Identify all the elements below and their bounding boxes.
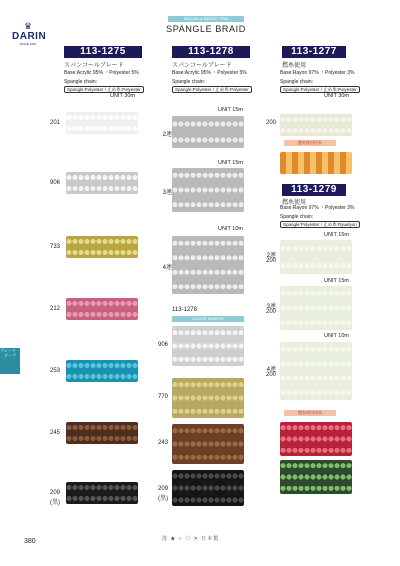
product-code-1277: 113-1277 bbox=[282, 46, 346, 58]
unit-1279-a: UNIT 15m bbox=[324, 232, 349, 238]
swatch-1275-733 bbox=[66, 236, 138, 258]
product-name-1277: 撚糸使用 bbox=[282, 63, 307, 69]
unit-1278-b: UNIT 15m bbox=[218, 160, 243, 166]
product-code-1278: 113-1278 bbox=[172, 46, 250, 58]
swatch-1278-906 bbox=[172, 326, 244, 366]
row-count-label: 2連 bbox=[266, 253, 276, 259]
swatch-1279-row-4 bbox=[280, 342, 352, 400]
color-code-label: 212 bbox=[49, 306, 60, 312]
sub-code-1278: 113-1278 bbox=[172, 307, 197, 313]
swatch-1278-770 bbox=[172, 378, 244, 418]
chain-material: Spangle:Polyester / 止め糸:Polyester bbox=[280, 86, 360, 93]
row-count-label: 4連 bbox=[162, 265, 172, 271]
section-side-tab[interactable]: ブレード・テープ bbox=[0, 348, 20, 374]
color-code-sublabel: (黒) bbox=[158, 496, 168, 502]
chain-label: Spangle chain: bbox=[172, 79, 206, 85]
row-count-label: 3連 bbox=[266, 304, 276, 310]
chain-material: Spangle:Polyester / 止め糸:Polyester bbox=[172, 86, 252, 93]
page-title: SPANGLE BRAID bbox=[166, 24, 246, 34]
chain-spec-1277 bbox=[280, 79, 390, 94]
color-code-label: 209 bbox=[157, 486, 168, 492]
swatch-1279-extra-0 bbox=[280, 422, 352, 456]
swatch-1278-row-4 bbox=[172, 236, 244, 294]
color-code-label: 200 bbox=[265, 120, 276, 126]
color-code-label: 243 bbox=[157, 440, 168, 446]
product-name-1275: スパンコールブレード bbox=[64, 63, 124, 69]
color-code-label: 201 bbox=[49, 120, 60, 126]
material-1278: Base:Acrylic 95% ・Polyester 5% bbox=[172, 70, 247, 76]
chain-label: Spangle chain: bbox=[280, 79, 314, 85]
chain-spec-1275 bbox=[64, 79, 164, 94]
color-code-label: 200 bbox=[265, 258, 276, 264]
color-code-label: 200 bbox=[265, 309, 276, 315]
swatch-1275-253 bbox=[66, 360, 138, 382]
color-code-label: 245 bbox=[49, 430, 60, 436]
material-1277: Base:Rayon 97% ・Polyester 3% bbox=[280, 70, 355, 76]
material-1275: Base:Acrylic 95% ・Polyester 5% bbox=[64, 70, 139, 76]
swatch-1279-extra-1 bbox=[280, 460, 352, 494]
swatch-1275-209 bbox=[66, 482, 138, 504]
color-code-sublabel: (黒) bbox=[50, 500, 60, 506]
header-banner: SEQUIN & BEADS TRIM bbox=[168, 16, 244, 22]
row-count-label: 2連 bbox=[162, 132, 172, 138]
page-number: 380 bbox=[24, 538, 36, 545]
row-count-label: 3連 bbox=[162, 190, 172, 196]
material-1279: Base:Rayon 97% ・Polyester 3% bbox=[280, 205, 355, 211]
unit-1279-c: UNIT 10m bbox=[324, 333, 349, 339]
chain-spec-1278 bbox=[172, 79, 272, 94]
tag-1277: 撚糸使用用具 bbox=[284, 140, 336, 146]
product-name-1278: スパンコールブレード bbox=[172, 63, 232, 69]
care-symbols: 洗 ★ ○ ◇ ✕ 日本製 bbox=[162, 536, 220, 542]
product-name-1279: 撚糸使用 bbox=[282, 200, 307, 206]
product-code-1279: 113-1279 bbox=[282, 184, 346, 196]
color-code-label: 733 bbox=[49, 244, 60, 250]
swatch-1278-209 bbox=[172, 470, 244, 506]
color-code-label: 209 bbox=[49, 490, 60, 496]
brand-name: DARIN bbox=[12, 31, 47, 42]
crown-icon: ♛ bbox=[23, 21, 33, 31]
swatch-1278-row-3 bbox=[172, 168, 244, 212]
swatch-1277-orange bbox=[280, 152, 352, 174]
unit-1277: UNIT 30m bbox=[324, 93, 349, 99]
unit-1278-c: UNIT 10m bbox=[218, 226, 243, 232]
chain-material: Spangle:Polyester / 止め糸:Ryuelyon bbox=[280, 221, 360, 228]
unit-1279-b: UNIT 15m bbox=[324, 278, 349, 284]
swatch-1278-243 bbox=[172, 424, 244, 464]
swatch-1275-245 bbox=[66, 422, 138, 444]
swatch-1275-212 bbox=[66, 298, 138, 320]
color-code-label: 200 bbox=[265, 372, 276, 378]
color-sample-tag: COLOR SAMPLE bbox=[172, 316, 244, 322]
unit-1275: UNIT 30m bbox=[110, 93, 135, 99]
product-code-1275: 113-1275 bbox=[64, 46, 142, 58]
chain-spec-1279 bbox=[280, 214, 390, 229]
swatch-1275-201 bbox=[66, 112, 138, 134]
row-count-label: 4連 bbox=[266, 367, 276, 373]
color-code-label: 906 bbox=[157, 342, 168, 348]
brand-tagline: SINCE 1951 bbox=[19, 42, 37, 46]
swatch-1279-row-3 bbox=[280, 286, 352, 330]
swatch-1278-row-2 bbox=[172, 116, 244, 148]
chain-label: Spangle chain: bbox=[280, 214, 314, 220]
chain-material: Spangle:Polyester / 止め糸:Polyester bbox=[64, 86, 144, 93]
unit-1278-a: UNIT 15m bbox=[218, 107, 243, 113]
swatch-1275-906 bbox=[66, 172, 138, 194]
swatch-1277-200 bbox=[280, 114, 352, 136]
color-code-label: 253 bbox=[49, 368, 60, 374]
color-code-label: 906 bbox=[49, 180, 60, 186]
brand-logo bbox=[12, 21, 47, 46]
color-code-label: 770 bbox=[157, 394, 168, 400]
chain-label: Spangle chain: bbox=[64, 79, 98, 85]
tag-1279: 撚糸使用用具 bbox=[284, 410, 336, 416]
swatch-1279-row-2 bbox=[280, 240, 352, 274]
